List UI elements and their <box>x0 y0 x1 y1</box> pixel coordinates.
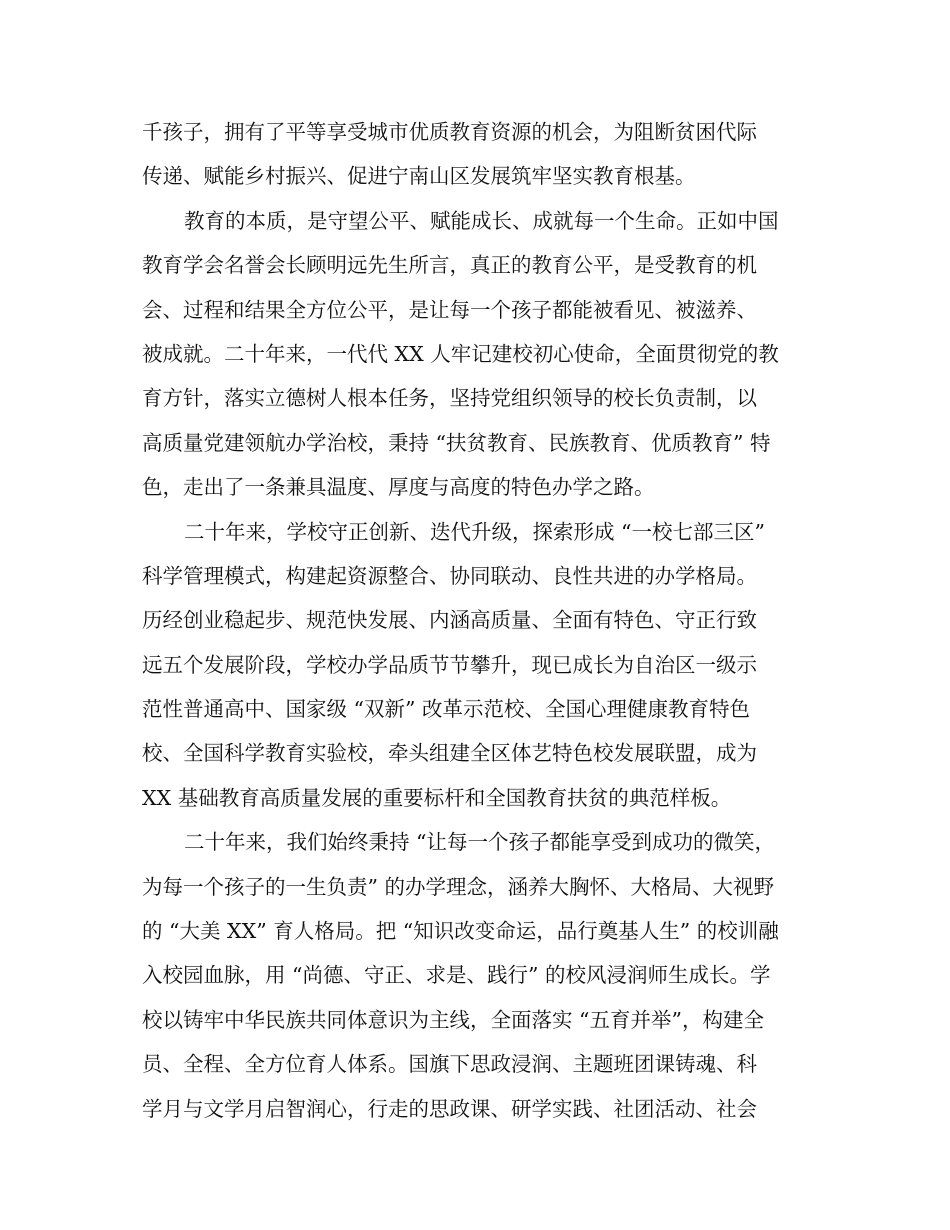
text-line: 教育的本质，是守望公平、赋能成长、成就每一个生命。正如中国 <box>184 208 779 233</box>
text-line: 员、全程、全方位育人体系。国旗下思政浸润、主题班团课铸魂、科 <box>142 1052 757 1077</box>
text-line: 远五个发展阶段，学校办学品质节节攀升，现已成长为自治区一级示 <box>142 652 757 677</box>
text-line: 教育学会名誉会长顾明远先生所言，真正的教育公平，是受教育的机 <box>142 253 757 278</box>
text-line: 千孩子，拥有了平等享受城市优质教育资源的机会，为阻断贫困代际 <box>142 120 757 144</box>
text-line: 传递、赋能乡村振兴、促进宁南山区发展筑牢坚实教育根基。 <box>142 164 696 189</box>
text-line: 二十年来，我们始终秉持 “让每一个孩子都能享受到成功的微笑， <box>184 830 775 855</box>
text-line: 学月与文学月启智润心，行走的思政课、研学实践、社团活动、社会 <box>142 1096 757 1121</box>
text-line: 高质量党建领航办学治校，秉持 “扶贫教育、民族教育、优质教育” 特 <box>142 430 771 455</box>
text-line: 二十年来，学校守正创新、迭代升级，探索形成 “一校七部三区” <box>184 519 765 544</box>
body-text <box>142 110 812 1131</box>
text-line: 校以铸牢中华民族共同体意识为主线，全面落实 “五育并举”，构建全 <box>142 1007 764 1032</box>
text-line: 为每一个孩子的一生负责” 的办学理念，涵养大胸怀、大格局、大视野 <box>142 874 774 899</box>
text-line: 范性普通高中、国家级 “双新” 改革示范校、全国心理健康教育特色 <box>142 697 750 722</box>
text-line: 色，走出了一条兼具温度、厚度与高度的特色办学之路。 <box>142 475 655 500</box>
text-line: 校、全国科学教育实验校，牵头组建全区体艺特色校发展联盟，成为 <box>142 741 757 766</box>
text-line: XX 基础教育高质量发展的重要标杆和全国教育扶贫的典范样板。 <box>142 785 732 810</box>
text-line: 的 “大美 XX” 育人格局。把 “知识改变命运，品行奠基人生” 的校训融 <box>142 919 779 944</box>
text-line: 育方针，落实立德树人根本任务，坚持党组织领导的校长负责制，以 <box>142 386 757 411</box>
text-line: 会、过程和结果全方位公平，是让每一个孩子都能被看见、被滋养、 <box>142 297 757 322</box>
text-line: 被成就。二十年来，一代代 XX 人牢记建校初心使命，全面贯彻党的教 <box>142 341 779 366</box>
text-line: 入校园血脉，用 “尚德、守正、求是、践行” 的校风浸润师生成长。学 <box>142 963 771 988</box>
text-line: 科学管理模式，构建起资源整合、协同联动、良性共进的办学格局。 <box>142 563 757 588</box>
text-line: 历经创业稳起步、规范快发展、内涵高质量、全面有特色、守正行致 <box>142 608 757 633</box>
